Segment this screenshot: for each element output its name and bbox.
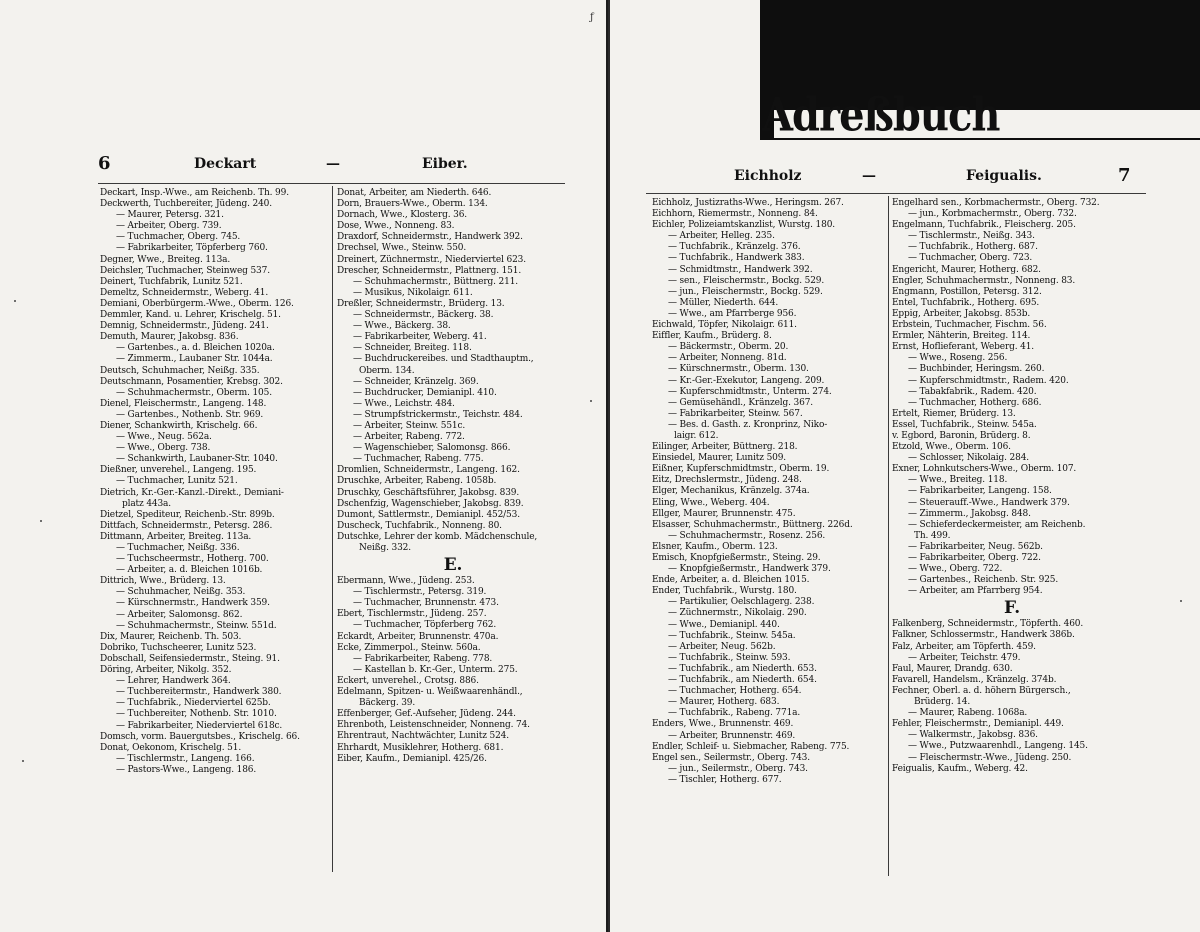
directory-entry: Donat, Oekonom, Krischelg. 51. xyxy=(100,742,242,753)
directory-entry: Enders, Wwe., Brunnenstr. 469. xyxy=(652,719,794,730)
left-column-1 xyxy=(100,188,330,776)
directory-entry: — Gartenbes., Reichenb. Str. 925. xyxy=(908,575,1059,586)
directory-entry: Falkner, Schlossermstr., Handwerk 386b. xyxy=(892,630,1075,641)
directory-entry: — Musikus, Nikolaigr. 611. xyxy=(353,287,473,298)
directory-entry: Ender, Tuchfabrik., Wurstg. 180. xyxy=(652,586,797,597)
directory-entry: Dobschall, Seifensiedermstr., Steing. 91. xyxy=(100,653,280,664)
directory-entry: — Fabrikarbeiter, Rabeng. 778. xyxy=(353,653,493,664)
scan-speck xyxy=(1180,600,1182,602)
directory-entry: Favarell, Handelsm., Kränzelg. 374b. xyxy=(892,674,1057,685)
directory-entry: Dschenfzig, Wagenschieber, Jakobsg. 839. xyxy=(337,498,524,509)
directory-entry: Diener, Schankwirth, Krischelg. 66. xyxy=(100,420,258,431)
directory-entry: Eppig, Arbeiter, Jakobsg. 853b. xyxy=(892,308,1031,319)
scan-speck xyxy=(40,520,42,522)
directory-entry: — Buchbinder, Heringsm. 260. xyxy=(908,364,1045,375)
directory-entry: — Arbeiter, am Pfarrberg 954. xyxy=(908,586,1043,597)
directory-entry: — Wwe., Roseng. 256. xyxy=(908,353,1008,364)
directory-entry: Dittmann, Arbeiter, Breiteg. 113a. xyxy=(100,531,252,542)
directory-entry: Engler, Schuhmachermstr., Nonneng. 83. xyxy=(892,275,1076,286)
directory-entry: — sen., Fleischermstr., Bockg. 529. xyxy=(668,275,825,286)
directory-entry: — Schieferdeckermeister, am Reichenb. xyxy=(908,519,1086,530)
header-dash: — xyxy=(862,168,876,184)
directory-entry: Effenberger, Gef.-Aufseher, Jüdeng. 244. xyxy=(337,709,516,720)
directory-entry: — Schuhmachermstr., Steinw. 551d. xyxy=(116,620,277,631)
directory-entry: — Strumpfstrickermstr., Teichstr. 484. xyxy=(353,409,523,420)
directory-entry: — Fabrikarbeiter, Weberg. 41. xyxy=(353,332,487,343)
directory-entry: — Gartenbes., a. d. Bleichen 1020a. xyxy=(116,343,275,354)
directory-entry: Demeltz, Schneidermstr., Weberg. 41. xyxy=(100,287,269,298)
directory-entry: — jun., Fleischermstr., Bockg. 529. xyxy=(668,286,823,297)
directory-entry: — Buchdrucker, Demianipl. 410. xyxy=(353,387,497,398)
directory-entry: Demiani, Oberbürgerm.-Wwe., Oberm. 126. xyxy=(100,298,294,309)
directory-entry: Duscheck, Tuchfabrik., Nonneng. 80. xyxy=(337,520,502,531)
directory-entry: Edelmann, Spitzen- u. Weißwaarenhändl., xyxy=(337,687,523,698)
directory-entry: — Züchnermstr., Nikolaig. 290. xyxy=(668,608,807,619)
directory-entry: Eichwald, Töpfer, Nikolaigr. 611. xyxy=(652,320,797,331)
entry-continuation: Oberm. 134. xyxy=(359,365,415,376)
directory-entry: — Wagenschieber, Salomonsg. 866. xyxy=(353,443,511,454)
directory-entry: Engelmann, Tuchfabrik., Fleischerg. 205. xyxy=(892,220,1076,231)
directory-entry: — Tuchmacher, Rabeng. 775. xyxy=(353,454,484,465)
directory-entry: Dose, Wwe., Nonneng. 83. xyxy=(337,221,455,232)
directory-entry: Demnig, Schneidermstr., Jüdeng. 241. xyxy=(100,321,269,332)
directory-entry: Falz, Arbeiter, am Töpferth. 459. xyxy=(892,641,1036,652)
directory-entry: — Tuchmacher, Hotherg. 686. xyxy=(908,397,1042,408)
page-number: 7 xyxy=(1118,165,1131,186)
directory-entry: Drescher, Schneidermstr., Plattnerg. 151. xyxy=(337,265,522,276)
entry-continuation: Bäckerg. 39. xyxy=(359,698,416,709)
directory-entry: Eiffler, Kaufm., Brüderg. 8. xyxy=(652,331,772,342)
directory-entry: — Kr.-Ger.-Exekutor, Langeng. 209. xyxy=(668,375,825,386)
directory-entry: — Partikulier, Oelschlagerg. 238. xyxy=(668,597,815,608)
directory-entry: — Walkermstr., Jakobsg. 836. xyxy=(908,730,1038,741)
directory-entry: Dutschke, Lehrer der komb. Mädchenschule, xyxy=(337,531,538,542)
right-page-header xyxy=(650,164,1140,188)
directory-entry: — Fabrikarbeiter, Töpferberg 760. xyxy=(116,243,268,254)
directory-entry: — Schuhmachermstr., Büttnerg. 211. xyxy=(353,276,518,287)
directory-entry: — Tischler, Hotherg. 677. xyxy=(668,774,782,785)
directory-entry: Ehrentraut, Nachtwächter, Lunitz 524. xyxy=(337,731,509,742)
directory-entry: Ende, Arbeiter, a. d. Bleichen 1015. xyxy=(652,575,810,586)
directory-entry: Dreinert, Züchnermstr., Niederviertel 623. xyxy=(337,254,526,265)
directory-entry: — Arbeiter, Teichstr. 479. xyxy=(908,652,1021,663)
directory-entry: — Tuchfabrik., Hotherg. 687. xyxy=(908,242,1038,253)
directory-entry: Dobriko, Tuchscheerer, Lunitz 523. xyxy=(100,642,257,653)
directory-entry: — Zimmerm., Laubaner Str. 1044a. xyxy=(116,354,273,365)
directory-entry: — jun., Seilermstr., Oberg. 743. xyxy=(668,763,808,774)
directory-entry: — Tuchmacher, Neißg. 336. xyxy=(116,543,240,553)
directory-entry: Dix, Maurer, Reichenb. Th. 503. xyxy=(100,631,242,642)
header-first-entry: Deckart xyxy=(194,156,257,172)
directory-entry: Drechsel, Wwe., Steinw. 550. xyxy=(337,243,467,254)
directory-entry: Elger, Mechanikus, Kränzelg. 374a. xyxy=(652,486,810,497)
directory-entry: — Schlosser, Nikolaig. 284. xyxy=(908,453,1029,464)
header-rule xyxy=(646,193,1146,194)
directory-entry: Eling, Wwe., Weberg. 404. xyxy=(652,497,770,508)
directory-entry: — Knopfgießermstr., Handwerk 379. xyxy=(668,564,831,575)
directory-entry: — Maurer, Rabeng. 1068a. xyxy=(908,708,1028,719)
directory-entry: — Tuchmacher, Oberg. 723. xyxy=(908,253,1033,264)
directory-entry: Dießner, unverehel., Langeng. 195. xyxy=(100,465,257,476)
directory-entry: — Tuchmacher, Oberg. 745. xyxy=(116,232,241,243)
directory-entry: — Tuchfabrik., Kränzelg. 376. xyxy=(668,242,801,253)
directory-entry: — Tuchbereiter, Nothenb. Str. 1010. xyxy=(116,709,277,720)
directory-entry: — Schuhmachermstr., Rosenz. 256. xyxy=(668,530,826,541)
directory-entry: Entel, Tuchfabrik., Hotherg. 695. xyxy=(892,297,1040,308)
directory-entry: Engel sen., Seilermstr., Oberg. 743. xyxy=(652,752,810,763)
directory-entry: Eckardt, Arbeiter, Brunnenstr. 470a. xyxy=(337,631,499,642)
directory-entry: — Tuchfabrik., Niederviertel 625b. xyxy=(116,698,271,709)
directory-entry: Eichhorn, Riemermstr., Nonneng. 84. xyxy=(652,209,818,220)
directory-entry: — Buchdruckereibes. und Stadthauptm., xyxy=(353,354,534,365)
directory-entry: Deutschmann, Posamentier, Krebsg. 302. xyxy=(100,376,283,387)
directory-entry: — Schankwirth, Laubaner-Str. 1040. xyxy=(116,454,278,465)
directory-entry: — Kürschnermstr., Oberm. 130. xyxy=(668,364,809,375)
directory-entry: Eitz, Drechslermstr., Jüdeng. 248. xyxy=(652,475,802,486)
directory-entry: Engelhard sen., Korbmachermstr., Oberg. 732. xyxy=(892,198,1100,208)
directory-entry: Deckwerth, Tuchbereiter, Jüdeng. 240. xyxy=(100,199,272,210)
directory-entry: Ehrenboth, Leistenschneider, Nonneng. 74. xyxy=(337,720,530,731)
directory-entry: Ebermann, Wwe., Jüdeng. 253. xyxy=(337,576,475,587)
directory-entry: — Wwe., Bäckerg. 38. xyxy=(353,321,451,332)
directory-entry: Essel, Tuchfabrik., Steinw. 545a. xyxy=(892,419,1037,430)
directory-entry: — Wwe., Breiteg. 118. xyxy=(908,475,1008,486)
book-title: Adreßbuch xyxy=(762,88,1000,143)
directory-entry: — Steuerauff.-Wwe., Handwerk 379. xyxy=(908,497,1070,508)
directory-entry: Feigualis, Kaufm., Weberg. 42. xyxy=(892,763,1028,774)
directory-entry: — Fabrikarbeiter, Langeng. 158. xyxy=(908,486,1052,497)
directory-entry: Eiber, Kaufm., Demianipl. 425/26. xyxy=(337,753,487,764)
directory-entry: Donat, Arbeiter, am Niederth. 646. xyxy=(337,188,492,198)
directory-entry: — Zimmerm., Jakobsg. 848. xyxy=(908,508,1031,519)
directory-entry: — Tischlermstr., Petersg. 319. xyxy=(353,587,487,598)
directory-entry: — Schmidtmstr., Handwerk 392. xyxy=(668,264,813,275)
directory-entry: — Wwe., Neug. 562a. xyxy=(116,432,212,443)
directory-entry: — Tuchfabrik., Rabeng. 771a. xyxy=(668,708,801,719)
right-column-2 xyxy=(892,198,1132,775)
directory-entry: Druschky, Geschäftsführer, Jakobsg. 839. xyxy=(337,487,520,498)
directory-entry: Demmler, Kand. u. Lehrer, Krischelg. 51. xyxy=(100,310,281,321)
scan-speck xyxy=(590,400,592,402)
directory-entry: — Tuchfabrik., Steinw. 545a. xyxy=(668,630,796,641)
directory-entry: Endler, Schleif- u. Siebmacher, Rabeng. 775. xyxy=(652,741,850,752)
directory-entry: Dienel, Fleischermstr., Langeng. 148. xyxy=(100,398,267,409)
scan-speck xyxy=(22,760,24,762)
directory-entry: Engericht, Maurer, Hotherg. 682. xyxy=(892,264,1041,275)
directory-entry: — Tuchscheermstr., Hotherg. 700. xyxy=(116,554,269,565)
directory-entry: — jun., Korbmachermstr., Oberg. 732. xyxy=(908,209,1077,220)
directory-entry: — Wwe., Oberg. 738. xyxy=(116,443,211,454)
page-number: 6 xyxy=(98,153,111,174)
directory-entry: Dietzel, Spediteur, Reichenb.-Str. 899b. xyxy=(100,509,275,520)
directory-entry: — Tuchmacher, Hotherg. 654. xyxy=(668,686,802,697)
directory-entry: Ellger, Maurer, Brunnenstr. 475. xyxy=(652,508,796,519)
directory-entry: — Tuchmacher, Töpferberg 762. xyxy=(353,620,497,631)
directory-entry: — Tuchmacher, Brunnenstr. 473. xyxy=(353,598,499,609)
directory-entry: Ermler, Nähterin, Breiteg. 114. xyxy=(892,331,1031,342)
directory-entry: Demuth, Maurer, Jakobsg. 836. xyxy=(100,332,239,343)
column-divider xyxy=(888,196,889,876)
directory-entry: — Schuhmacher, Neißg. 353. xyxy=(116,587,246,598)
directory-entry: Domsch, vorm. Bauergutsbes., Krischelg. 66. xyxy=(100,731,300,742)
directory-entry: Degner, Wwe., Breiteg. 113a. xyxy=(100,254,231,265)
scan-speck xyxy=(14,300,16,302)
directory-entry: Etzold, Wwe., Oberm. 106. xyxy=(892,442,1011,453)
directory-entry: — Tuchfabrik., am Niederth. 654. xyxy=(668,675,817,686)
directory-entry: Draxdorf, Schneidermstr., Handwerk 392. xyxy=(337,232,523,243)
section-letter: F. xyxy=(1004,598,1020,619)
directory-entry: v. Egbord, Baronin, Brüderg. 8. xyxy=(892,430,1031,441)
directory-entry: — Gartenbes., Nothenb. Str. 969. xyxy=(116,409,264,420)
entry-continuation: Neißg. 332. xyxy=(359,543,411,553)
directory-entry: — Kürschnermstr., Handwerk 359. xyxy=(116,598,270,609)
directory-entry: — Arbeiter, Helleg. 235. xyxy=(668,231,775,242)
directory-entry: Druschke, Arbeiter, Rabeng. 1058b. xyxy=(337,476,497,487)
directory-entry: — Arbeiter, a. d. Bleichen 1016b. xyxy=(116,565,263,576)
directory-entry: — Schneider, Breiteg. 118. xyxy=(353,343,472,354)
directory-entry: Eißner, Kupferschmidtmstr., Oberm. 19. xyxy=(652,464,830,475)
directory-entry: Fehler, Fleischermstr., Demianipl. 449. xyxy=(892,719,1064,730)
directory-entry: — Wwe., Oberg. 722. xyxy=(908,564,1003,575)
directory-entry: Deckart, Insp.-Wwe., am Reichenb. Th. 99. xyxy=(100,188,289,198)
directory-entry: — Lehrer, Handwerk 364. xyxy=(116,676,231,687)
directory-entry: Eilinger, Arbeiter, Büttnerg. 218. xyxy=(652,442,798,453)
directory-entry: — Fabrikarbeiter, Niederviertel 618c. xyxy=(116,720,283,731)
directory-entry: — Schneidermstr., Bäckerg. 38. xyxy=(353,310,494,321)
directory-entry: — Arbeiter, Neug. 562b. xyxy=(668,641,776,652)
directory-entry: Exner, Lohnkutschers-Wwe., Oberm. 107. xyxy=(892,464,1077,475)
directory-entry: — Tuchfabrik., Handwerk 383. xyxy=(668,253,805,264)
directory-entry: Engmann, Postillon, Petersg. 312. xyxy=(892,286,1042,297)
directory-entry: — Fabrikarbeiter, Neug. 562b. xyxy=(908,541,1043,552)
directory-entry: Dumont, Sattlermstr., Demianipl. 452/53. xyxy=(337,509,520,520)
entry-continuation: Brüderg. 14. xyxy=(914,697,971,708)
directory-entry: — Kupferschmidtmstr., Unterm. 274. xyxy=(668,386,832,397)
entry-continuation: laigr. 612. xyxy=(674,430,719,441)
directory-entry: Elsner, Kaufm., Oberm. 123. xyxy=(652,541,778,552)
directory-entry: Ehrhardt, Musiklehrer, Hotherg. 681. xyxy=(337,742,504,753)
directory-entry: — Müller, Niederth. 644. xyxy=(668,297,779,308)
directory-entry: Elsasser, Schuhmachermstr., Büttnerg. 226d. xyxy=(652,519,853,530)
directory-entry: — Gemüsehändl., Kränzelg. 367. xyxy=(668,397,813,408)
directory-entry: — Maurer, Petersg. 321. xyxy=(116,210,224,221)
directory-entry: Emisch, Knopfgießermstr., Steing. 29. xyxy=(652,553,821,563)
directory-entry: Dornach, Wwe., Klosterg. 36. xyxy=(337,210,468,221)
directory-entry: — Bes. d. Gasth. z. Kronprinz, Niko- xyxy=(668,419,828,430)
directory-entry: — Tischlermstr., Neißg. 343. xyxy=(908,231,1035,242)
header-first-entry: Eichholz xyxy=(734,168,802,184)
directory-entry: — Fleischermstr.-Wwe., Jüdeng. 250. xyxy=(908,752,1072,763)
directory-entry: — Wwe., Leichstr. 484. xyxy=(353,398,455,409)
directory-entry: — Pastors-Wwe., Langeng. 186. xyxy=(116,764,257,775)
directory-entry: Fechner, Oberl. a. d. höhern Bürgersch., xyxy=(892,685,1071,696)
left-column-2 xyxy=(337,188,569,765)
directory-entry: — Arbeiter, Oberg. 739. xyxy=(116,221,222,232)
directory-entry: — Fabrikarbeiter, Steinw. 567. xyxy=(668,408,803,419)
directory-entry: — Arbeiter, Nonneng. 81d. xyxy=(668,353,787,364)
directory-entry: — Tuchbereitermstr., Handwerk 380. xyxy=(116,687,282,698)
directory-entry: — Maurer, Hotherg. 683. xyxy=(668,697,780,708)
directory-entry: Deutsch, Schuhmacher, Neißg. 335. xyxy=(100,365,260,376)
directory-entry: — Arbeiter, Brunnenstr. 469. xyxy=(668,730,796,741)
directory-entry: Einsiedel, Maurer, Lunitz 509. xyxy=(652,453,787,464)
directory-entry: Deinert, Tuchfabrik, Lunitz 521. xyxy=(100,276,243,287)
directory-entry: — Kupferschmidtmstr., Radem. 420. xyxy=(908,375,1069,386)
directory-entry: — Wwe., Putzwaarenhdl., Langeng. 145. xyxy=(908,741,1088,752)
directory-entry: — Schuhmachermstr., Oberm. 105. xyxy=(116,387,272,398)
header-rule xyxy=(98,183,565,184)
header-last-entry: Feigualis. xyxy=(966,168,1042,184)
directory-entry: — Fabrikarbeiter, Oberg. 722. xyxy=(908,553,1041,563)
directory-entry: Eckert, unverehel., Crotsg. 886. xyxy=(337,675,479,686)
directory-entry: Ecke, Zimmerpol., Steinw. 560a. xyxy=(337,642,481,653)
column-divider xyxy=(332,186,333,872)
directory-entry: Eichler, Polizeiamtskanzlist, Wurstg. 180. xyxy=(652,220,835,231)
directory-entry: — Schneider, Kränzelg. 369. xyxy=(353,376,479,387)
left-page-header xyxy=(98,152,568,176)
directory-entry: Ertelt, Riemer, Brüderg. 13. xyxy=(892,408,1016,419)
directory-entry: Dreßler, Schneidermstr., Brüderg. 13. xyxy=(337,298,505,309)
directory-entry: — Arbeiter, Rabeng. 772. xyxy=(353,432,465,443)
directory-entry: Deichsler, Tuchmacher, Steinweg 537. xyxy=(100,265,270,276)
stray-mark: ƒ xyxy=(590,12,594,23)
directory-entry: — Tuchmacher, Lunitz 521. xyxy=(116,476,238,487)
directory-entry: Ebert, Tischlermstr., Jüdeng. 257. xyxy=(337,609,487,620)
directory-entry: Döring, Arbeiter, Nikolg. 352. xyxy=(100,665,232,676)
directory-entry: — Wwe., Demianipl. 440. xyxy=(668,619,780,630)
directory-entry: — Tabakfabrik., Radem. 420. xyxy=(908,386,1037,397)
directory-entry: Dromlien, Schneidermstr., Langeng. 162. xyxy=(337,465,520,476)
directory-entry: — Tischlermstr., Langeng. 166. xyxy=(116,753,255,764)
directory-entry: Faul, Maurer, Drandg. 630. xyxy=(892,663,1013,674)
book-gutter xyxy=(606,0,608,932)
directory-entry: Ernst, Hoflieferant, Weberg. 41. xyxy=(892,342,1034,353)
directory-entry: — Tuchfabrik., Steinw. 593. xyxy=(668,652,791,663)
directory-entry: Dorn, Brauers-Wwe., Oberm. 134. xyxy=(337,199,488,210)
right-column-1 xyxy=(652,198,886,786)
entry-continuation: platz 443a. xyxy=(122,498,171,509)
directory-entry: Dittfach, Schneidermstr., Petersg. 286. xyxy=(100,520,273,531)
header-last-entry: Eiber. xyxy=(422,156,468,172)
entry-continuation: Th. 499. xyxy=(914,530,951,541)
directory-entry: — Bäckermstr., Oberm. 20. xyxy=(668,342,789,353)
directory-entry: — Arbeiter, Salomonsg. 862. xyxy=(116,609,243,620)
directory-entry: Falkenberg, Schneidermstr., Töpferth. 460. xyxy=(892,619,1084,630)
directory-entry: Dietrich, Kr.-Ger.-Kanzl.-Direkt., Demiani- xyxy=(100,487,284,498)
directory-entry: Eichholz, Justizraths-Wwe., Heringsm. 267. xyxy=(652,198,844,208)
header-dash: — xyxy=(326,156,340,172)
directory-entry: — Tuchfabrik., am Niederth. 653. xyxy=(668,663,817,674)
section-letter: E. xyxy=(443,555,463,576)
directory-entry: Dittrich, Wwe., Brüderg. 13. xyxy=(100,576,226,587)
directory-entry: — Wwe., am Pfarrberge 956. xyxy=(668,308,797,319)
directory-entry: — Kastellan b. Kr.-Ger., Unterm. 275. xyxy=(353,664,518,675)
directory-entry: — Arbeiter, Steinw. 551c. xyxy=(353,420,466,431)
directory-entry: Erbstein, Tuchmacher, Fischm. 56. xyxy=(892,320,1047,331)
